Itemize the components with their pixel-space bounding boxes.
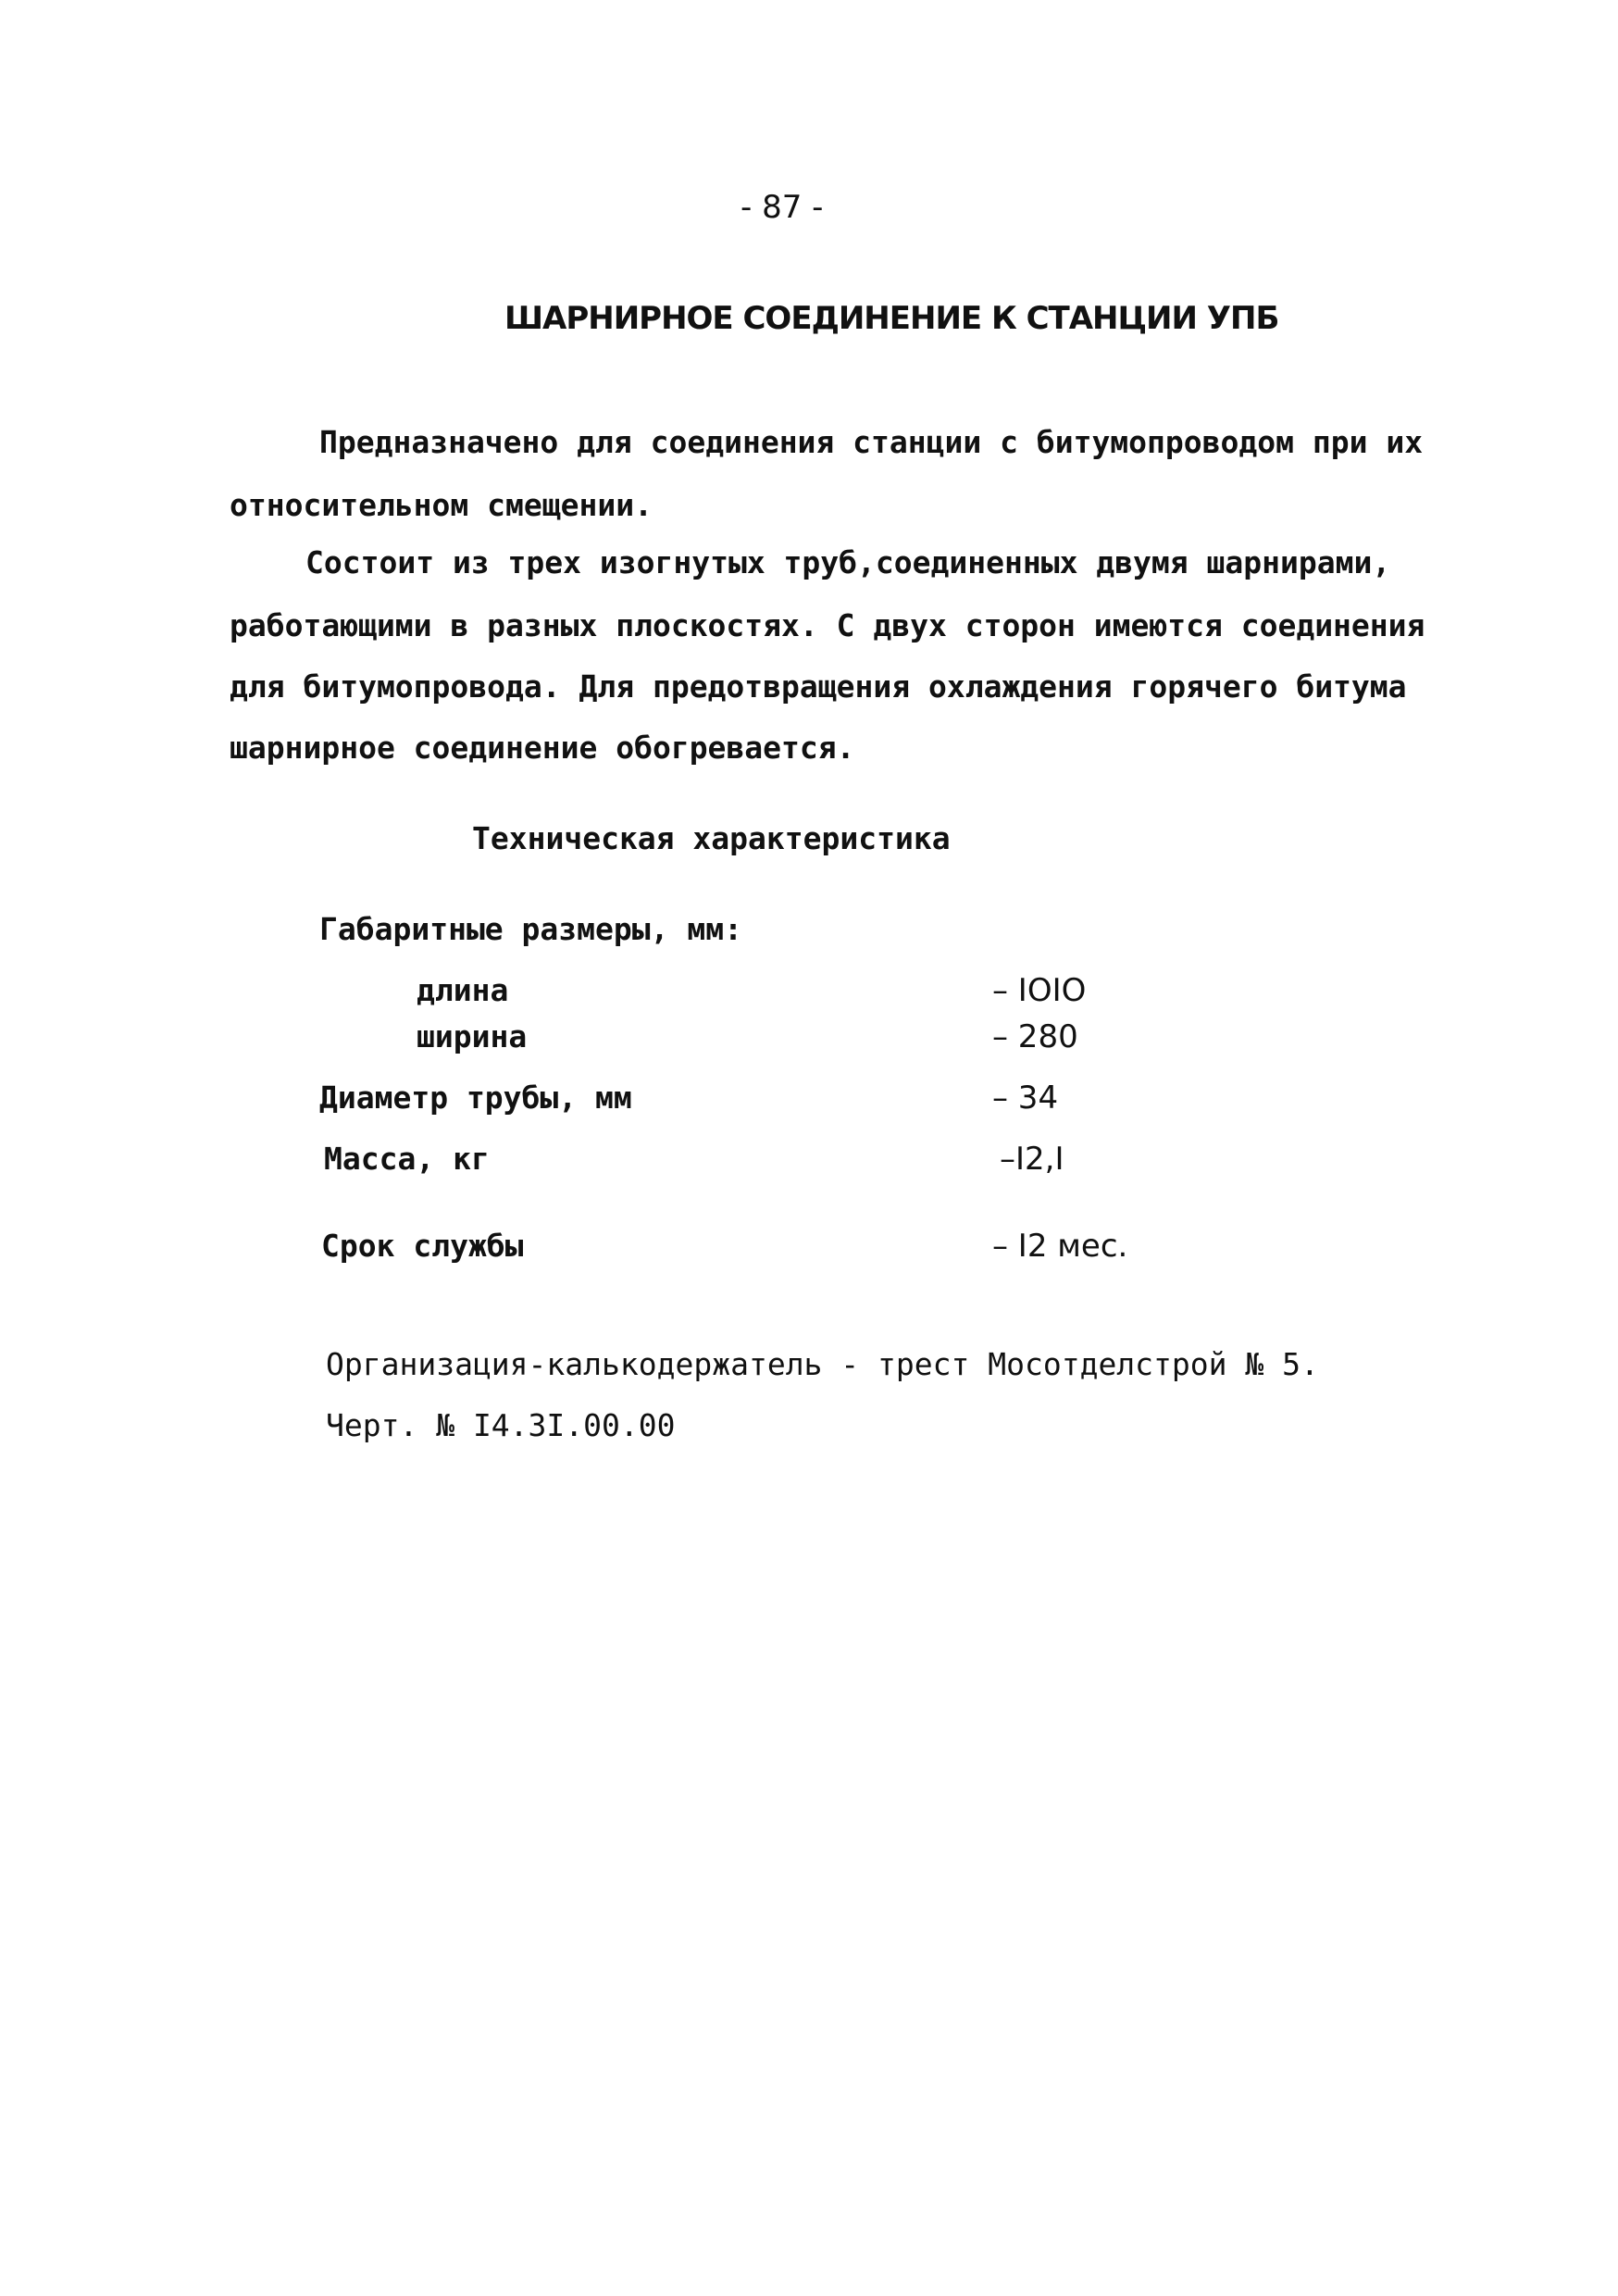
diameter-value: – 34 [992,1079,1059,1117]
paragraph-2-line-2: работающими в разных плоскостях. С двух сторон имеются соединения [230,607,1425,643]
dimensions-label: Габаритные размеры, мм: [319,911,742,947]
mass-value: –I2,I [1000,1141,1064,1178]
mass-label: Масса, кг [324,1141,490,1177]
width-label: ширина [417,1018,528,1054]
document-title: ШАРНИРНОЕ СОЕДИНЕНИЕ К СТАНЦИИ УПБ [504,300,1279,337]
drawing-number: Черт. № I4.3I.00.00 [326,1407,676,1443]
organization-line: Организация-калькодержатель - трест Мосотделстрой № 5. [326,1346,1319,1382]
diameter-label: Диаметр трубы, мм [319,1079,632,1116]
width-value: – 280 [992,1018,1078,1055]
service-life-label: Срок службы [321,1228,524,1264]
paragraph-1-line-2: относительном смещении. [230,487,653,523]
service-life-value: – I2 мес. [992,1228,1128,1265]
paragraph-2-line-1: Состоит из трех изогнутых труб,соединенных двумя шарнирами, [305,544,1391,580]
page-number: - 87 - [741,189,824,226]
length-label: длина [417,972,509,1008]
length-value: – IOIO [992,972,1087,1009]
paragraph-2-line-4: шарнирное соединение обогревается. [230,730,855,766]
paragraph-1-line-1: Предназначено для соединения станции с битумопроводом при их [319,424,1424,460]
spec-heading: Техническая характеристика [472,820,951,856]
paragraph-2-line-3: для битумопровода. Для предотвращения охлаждения горячего битума [230,668,1407,705]
